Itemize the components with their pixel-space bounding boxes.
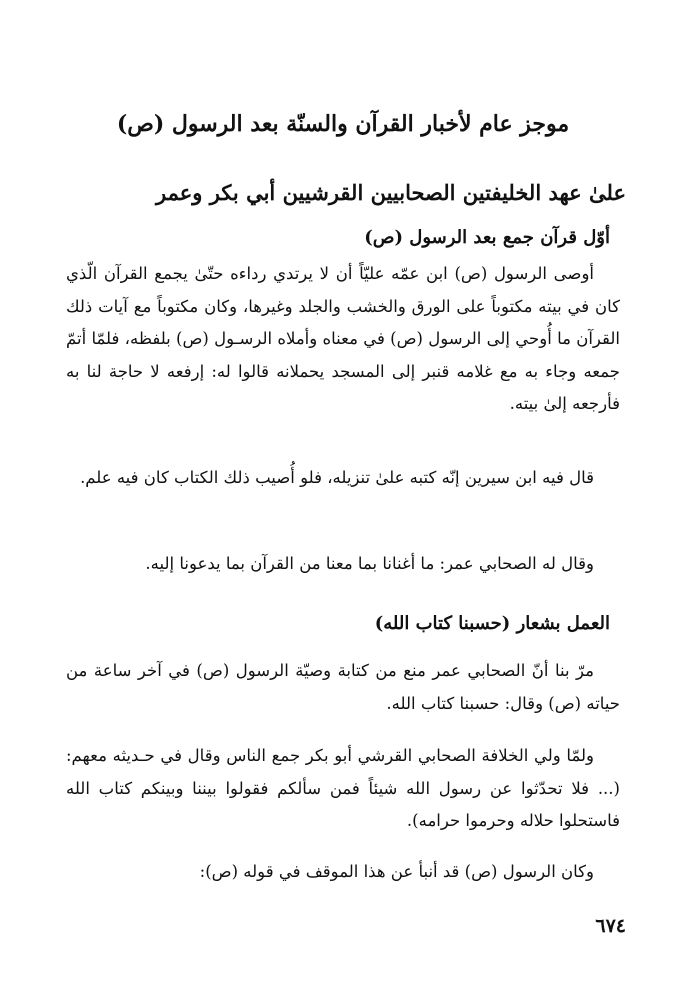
page-title: موجز عام لأخبار القرآن والسنّة بعد الرسول (ص) bbox=[116, 111, 570, 137]
page-number: ٦٧٤ bbox=[595, 915, 626, 937]
paragraph-ibn-sirin: قال فيه ابن سيرين إنّه كتبه علىٰ تنزيله، فلو أُصيب ذلك الكتاب كان فيه علم. bbox=[80, 468, 594, 487]
paragraph-will-prevented: مرّ بنا أنّ الصحابي عمر منع من كتابة وصيّة الرسول (ص) في آخر ساعة من حياته (ص) وقال: حسبنا كتاب الله. bbox=[66, 661, 620, 713]
subheading-hasbuna: العمل بشعار (حسبنا كتاب الله) bbox=[374, 613, 610, 634]
paragraph-umar-saying: وقال له الصحابي عمر: ما أغنانا بما معنا من القرآن بما يدعونا إليه. bbox=[145, 554, 594, 573]
paragraph-prophet-foretold: وكان الرسول (ص) قد أنبأ عن هذا الموقف في قوله (ص): bbox=[199, 862, 594, 881]
subheading-first-quran: أوّل قرآن جمع بعد الرسول (ص) bbox=[364, 227, 610, 248]
paragraph-abu-bakr-speech: ولمّا ولي الخلافة الصحابي القرشي أبو بكر جمع الناس وقال في حـديثه معهم: (... فلا تحدّثوا عن رسول الله شيئاً فمن سألكم فقولوا بيننا وبينكم كتاب الله فاستحلوا حلاله وحرموا حرامه). bbox=[66, 746, 620, 830]
section-heading-caliphs: علىٰ عهد الخليفتين الصحابيين القرشيين أبي بكر وعمر bbox=[156, 180, 626, 205]
paragraph-ali-quran: أوصى الرسول (ص) ابن عمّه عليّاً أن لا يرتدي رداءه حتّىٰ يجمع القرآن الّذي كان في بيته مكتوباً على الورق والخشب والجلد وغيرها، وكان مكتوباً مع آيات ذلك القرآن ما أُوحي إلى الرسول (ص) في معناه وأملاه الرسـول (ص) بلفظه، فلمّا أتمّ جمعه وجاء به مع غلامه قنبر إلى المسجد يحملانه قالوا له: إرفعه لا حاجة لنا به فأرجعه إلىٰ بيته. bbox=[66, 264, 620, 413]
